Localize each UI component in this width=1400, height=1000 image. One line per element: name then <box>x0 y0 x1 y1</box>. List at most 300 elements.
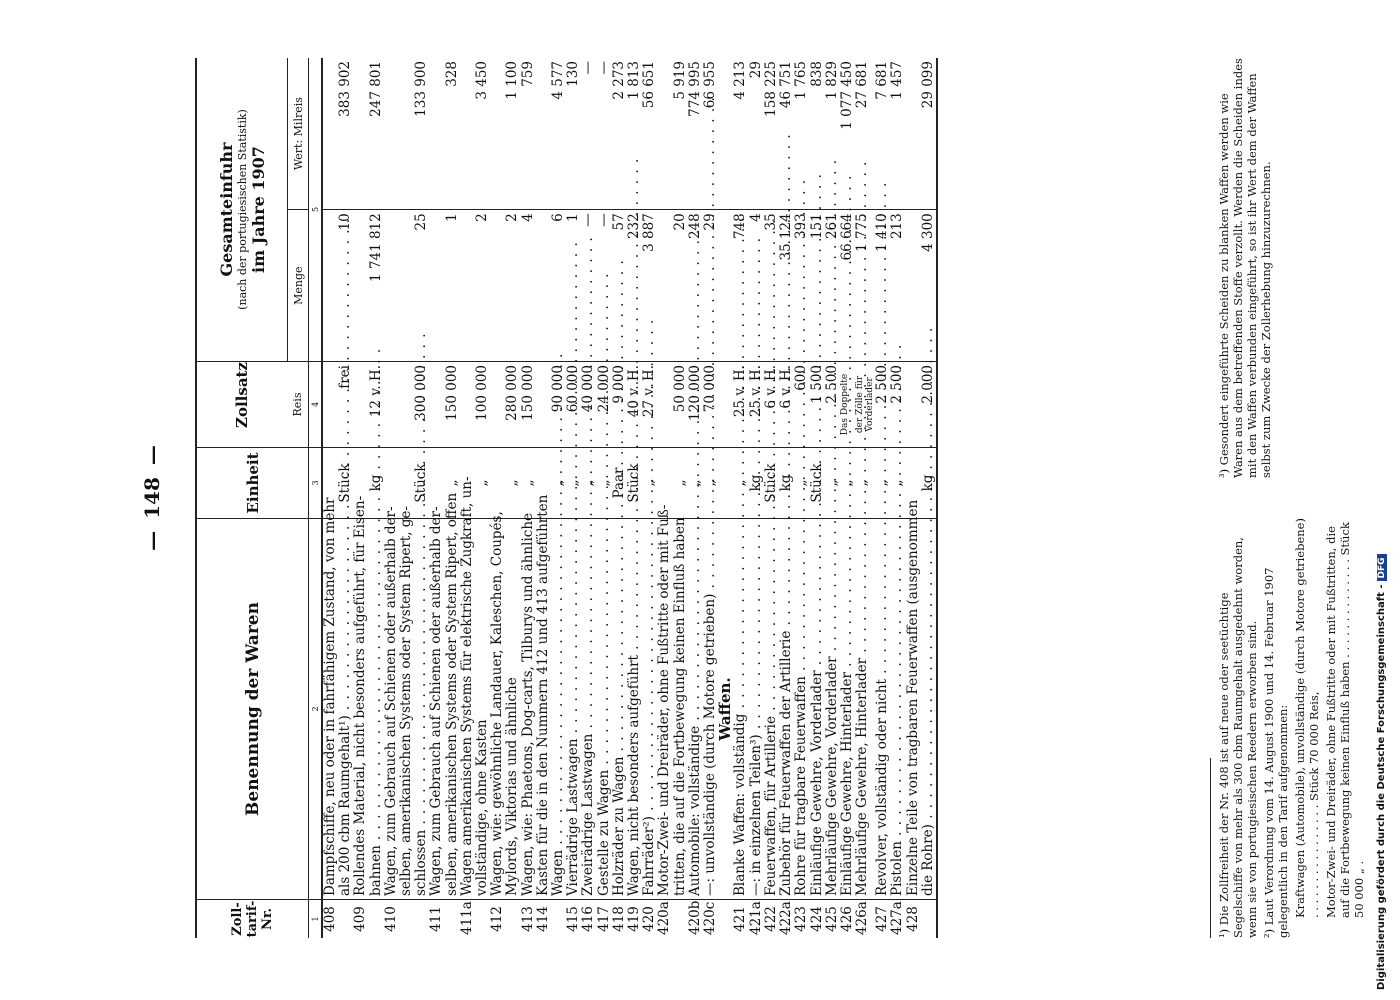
quantity-cell: 2 <box>505 210 520 362</box>
duty-cell: 6 v. H. <box>779 362 794 448</box>
unit-cell: Stück <box>764 448 779 519</box>
quantity-cell: 213 <box>890 210 905 362</box>
header-duty: Zollsatz <box>196 362 288 448</box>
goods-name-cell: selben, amerikanischen Systems oder System Ripert, offen <box>445 519 460 900</box>
duty-cell: 12 v. H. <box>369 362 384 448</box>
header-total-import: Gesamteinfuhr (nach der portugiesischen Statistik) im Jahre 1907 <box>196 58 288 362</box>
duty-cell <box>384 362 399 448</box>
goods-name-cell: Automobile: vollständige . . . <box>688 519 703 900</box>
goods-name-cell: Holzräder zu Wagen . . . <box>612 519 627 900</box>
duty-cell: 40 000 <box>581 362 596 448</box>
tariff-number-cell: 415 <box>566 900 581 939</box>
goods-name-cell: schlossen . . . <box>414 519 429 900</box>
table-row <box>429 58 444 938</box>
value-cell: 328 <box>443 61 460 87</box>
tariff-number-cell: 424 <box>810 900 825 939</box>
goods-name-cell: Wagen amerikanischen Systems für elektrische Zugkraft, un- <box>460 519 475 900</box>
duty-cell: 600 <box>794 362 809 448</box>
value-cell <box>429 58 444 210</box>
table-row <box>551 58 566 938</box>
goods-name-cell: die Rohre) . . . <box>921 519 937 900</box>
tariff-number-cell: 408 <box>322 900 338 939</box>
unit-cell: „ <box>642 448 657 519</box>
table-row <box>581 58 596 938</box>
unit-cell: „ <box>855 448 875 519</box>
table-row <box>612 58 627 938</box>
value-cell <box>384 58 399 210</box>
tariff-number-cell <box>475 900 490 939</box>
header-value: Wert: Milreis <box>288 58 309 210</box>
unit-cell: „ <box>521 448 536 519</box>
tariff-number-cell: 414 <box>536 900 551 939</box>
goods-name-cell: Mylords, Viktorias und ähnliche <box>505 519 520 900</box>
value-cell <box>460 58 475 210</box>
header-unit: Einheit <box>196 448 309 519</box>
quantity-cell: 248 <box>688 210 703 362</box>
quantity-cell: 393 <box>794 210 809 362</box>
value-cell: 774 995 <box>686 61 703 117</box>
value-cell <box>657 58 672 210</box>
unit-cell: kg <box>749 448 764 519</box>
footnotes-right <box>1217 58 1369 478</box>
table-row <box>597 58 612 938</box>
goods-name-cell: vollständige, ohne Kasten <box>475 519 490 900</box>
unit-cell: kg <box>779 448 794 519</box>
goods-name-cell: Kasten für die in den Nummern 412 und 413 aufgeführten <box>536 519 551 900</box>
unit-cell: kg <box>369 448 384 519</box>
quantity-cell: 25 <box>414 210 429 362</box>
value-cell <box>536 58 551 210</box>
duty-cell: Das Doppelte <box>840 362 855 448</box>
unit-cell: „ <box>505 448 520 519</box>
header-goods-name: Benennung der Waren <box>196 519 309 900</box>
quantity-cell <box>322 210 338 362</box>
value-cell: 1 077 450 <box>838 61 855 130</box>
quantity-cell <box>399 210 414 362</box>
table-row <box>840 58 855 938</box>
table-row <box>906 58 921 938</box>
quantity-cell: 748 <box>733 210 748 362</box>
value-cell <box>399 58 414 210</box>
goods-name-cell: als 200 cbm Raumgehalt¹) . . . <box>338 519 353 900</box>
value-cell: 247 801 <box>367 61 384 117</box>
duty-cell: 60 000 <box>566 362 581 448</box>
footnote-2: ²) Laut Verordnung vom 14. August 1900 und 14. Februar 1907 gelegentlich in den Tarif aufgenommen: <box>1262 567 1290 938</box>
goods-name-cell: Zubehör für Feuerwaffen der Artillerie . . . <box>779 519 794 900</box>
goods-name-cell: tritten, die auf die Fortbewegung keinen Einfluß haben <box>673 519 688 900</box>
value-cell: 46 751 <box>778 61 795 109</box>
table-row <box>536 58 551 938</box>
value-cell: 1 457 <box>889 61 906 100</box>
duty-cell: 120 000 <box>688 362 703 448</box>
value-cell: 2 273 <box>610 61 627 100</box>
unit-cell: „ <box>445 448 460 519</box>
digitization-credit <box>1352 0 1387 1000</box>
unit-cell: „ <box>475 448 490 519</box>
tariff-number-cell: 412 <box>490 900 505 939</box>
quantity-cell: 3 887 <box>642 210 657 362</box>
quantity-cell: 57 <box>612 210 627 362</box>
value-cell: 7 681 <box>874 61 891 100</box>
footnote-rule <box>1210 758 1211 938</box>
tariff-number-cell: 411a <box>460 900 475 939</box>
quantity-cell: 35 124 <box>779 210 794 362</box>
value-cell: 759 <box>519 61 536 87</box>
value-cell <box>718 58 733 210</box>
duty-cell <box>429 362 444 448</box>
duty-cell <box>399 362 414 448</box>
value-cell: 4 577 <box>550 61 567 100</box>
table-body <box>322 58 937 938</box>
duty-cell <box>460 362 475 448</box>
value-cell: — <box>580 61 597 75</box>
goods-name-cell: Mehrläufige Gewehre, Hinterlader . . . <box>855 519 875 900</box>
value-cell: 27 681 <box>854 61 871 109</box>
table-row <box>521 58 536 938</box>
table-row <box>338 58 353 938</box>
value-cell <box>322 58 338 210</box>
tariff-number-cell: 410 <box>384 900 399 939</box>
column-index: 2 <box>309 519 323 900</box>
quantity-cell: 232 <box>627 210 642 362</box>
table-row <box>627 58 642 938</box>
quantity-cell: 151 <box>810 210 825 362</box>
tariff-number-cell: 416 <box>581 900 596 939</box>
unit-cell: „ <box>733 448 748 519</box>
duty-cell: 2 500 <box>875 362 890 448</box>
quantity-cell: 4 <box>749 210 764 362</box>
footnote-2-item: Motor-Zwei- und Dreiräder, ohne Fußtritte oder mit Fußtritten, die auf die Fortbewegung keinen Einfluß haben . . . . . . . . . . . . . . Stück 50 000 „ . <box>1324 522 1366 918</box>
value-cell <box>906 58 921 210</box>
unit-cell: „ <box>551 448 566 519</box>
quantity-cell: 1 <box>566 210 581 362</box>
duty-cell <box>906 362 921 448</box>
unit-cell: „ <box>703 448 718 519</box>
duty-cell: 50 000 <box>673 362 688 448</box>
duty-cell: frei <box>338 362 353 448</box>
table-row <box>810 58 825 938</box>
tariff-number-cell <box>445 900 460 939</box>
value-cell: 3 450 <box>474 61 491 100</box>
unit-cell: Stück <box>627 448 642 519</box>
value-cell: 1 813 <box>626 61 643 100</box>
duty-cell <box>536 362 551 448</box>
tariff-number-cell <box>718 900 733 939</box>
duty-cell: 150 000 <box>521 362 536 448</box>
quantity-cell <box>657 210 672 362</box>
goods-name-cell: Revolver, vollständig oder nicht . . . <box>875 519 890 900</box>
quantity-cell: — <box>581 210 596 362</box>
quantity-cell: 66 664 <box>840 210 855 362</box>
unit-cell: „ <box>890 448 905 519</box>
duty-cell <box>490 362 505 448</box>
table-row <box>642 58 657 938</box>
quantity-cell <box>429 210 444 362</box>
unit-cell: „ <box>581 448 596 519</box>
duty-cell: 280 000 <box>505 362 520 448</box>
duty-cell: 25 v. H. <box>749 362 764 448</box>
quantity-cell: 20 <box>673 210 688 362</box>
tariff-number-cell: 421 <box>733 900 748 939</box>
tariff-number-cell: 421a <box>749 900 764 939</box>
page-number: 148 <box>140 477 164 519</box>
rotated-page-content <box>140 58 1400 938</box>
table-row <box>475 58 490 938</box>
goods-name-cell: Gestelle zu Wagen . . . <box>597 519 612 900</box>
goods-name-cell: Vierrädrige Lastwagen . . . <box>566 519 581 900</box>
tariff-number-cell: 420b <box>688 900 703 939</box>
table-row <box>890 58 905 938</box>
table-row <box>733 58 748 938</box>
unit-cell: „ <box>875 448 890 519</box>
tariff-number-cell: 423 <box>794 900 809 939</box>
duty-cell: 300 000 <box>414 362 429 448</box>
footnotes-left <box>1217 518 1369 938</box>
tariff-number-cell: 420 <box>642 900 657 939</box>
value-cell: 1 765 <box>793 61 810 100</box>
unit-cell: „ <box>794 448 809 519</box>
table-row <box>657 58 672 938</box>
unit-cell: „ <box>597 448 612 519</box>
table-row <box>825 58 840 938</box>
tariff-number-cell: 409 <box>353 900 368 939</box>
quantity-cell <box>353 210 368 362</box>
value-cell <box>490 58 505 210</box>
duty-cell: 40 v. H. <box>627 362 642 448</box>
quantity-cell: 10 <box>338 210 353 362</box>
value-cell: 383 902 <box>337 61 354 117</box>
goods-name-cell: Motor-Zwei- und Dreiräder, ohne Fußtritte oder mit Fuß- <box>657 519 672 900</box>
goods-name-cell: Einzelne Teile von tragbaren Feuerwaffen (ausgenommen <box>906 519 921 900</box>
quantity-cell: 4 300 <box>921 210 937 362</box>
value-cell: 133 900 <box>413 61 430 117</box>
column-index: 4 <box>309 362 323 448</box>
unit-cell: Stück <box>338 448 353 519</box>
quantity-cell <box>536 210 551 362</box>
tariff-number-cell: 422a <box>779 900 794 939</box>
tariff-table <box>195 58 938 938</box>
tariff-number-cell: 417 <box>597 900 612 939</box>
tariff-number-cell <box>338 900 353 939</box>
table-row <box>875 58 890 938</box>
value-cell: 5 919 <box>671 61 688 100</box>
table-row <box>353 58 368 938</box>
value-cell: 1 100 <box>504 61 521 100</box>
unit-cell: Paar <box>612 448 627 519</box>
goods-name-cell: Rohre für tragbare Feuerwaffen . . . <box>794 519 809 900</box>
unit-cell: Stück <box>414 448 429 519</box>
unit-cell: „ <box>688 448 703 519</box>
duty-cell: 90 000 <box>551 362 566 448</box>
footnote-2-item: Kraftwagen (Automobile), unvollständige (durch Motore getriebene) . . . . . . . . . . . . . . . . Stück 70 000 Reis, <box>1293 518 1321 918</box>
quantity-cell: 1 741 812 <box>369 210 384 362</box>
tariff-number-cell: 420c <box>703 900 718 939</box>
duty-cell: 9 000 <box>612 362 627 448</box>
table-row <box>369 58 384 938</box>
unit-cell <box>490 448 505 519</box>
duty-cell: 100 000 <box>475 362 490 448</box>
value-cell: 66 955 <box>702 61 719 109</box>
tariff-number-cell: 419 <box>627 900 642 939</box>
quantity-cell <box>718 210 733 362</box>
goods-name-cell: Fahrräder²) . . . <box>642 519 657 900</box>
tariff-number-cell: 420a <box>657 900 672 939</box>
goods-name-cell: Einläufige Gewehre, Hinterlader . . . <box>840 519 855 900</box>
tariff-number-cell: 425 <box>825 900 840 939</box>
tariff-number-cell <box>551 900 566 939</box>
quantity-cell: 1 <box>445 210 460 362</box>
goods-name-cell: Pistolen . . . <box>890 519 905 900</box>
column-index: 5 <box>309 58 323 362</box>
goods-name-cell: Wagen, wie: gewöhnliche Landauer, Kaleschen, Coupés, <box>490 519 505 900</box>
duty-cell: 1 500 <box>810 362 825 448</box>
goods-name-cell: Wagen, wie: Phaetons, Dog-carts, Tilburys und ähnliche <box>521 519 536 900</box>
goods-name-cell: Rollendes Material, nicht besonders aufgeführt, für Eisen- <box>353 519 368 900</box>
unit-cell: „ <box>840 448 855 519</box>
column-index: 3 <box>309 448 323 519</box>
table-row <box>566 58 581 938</box>
goods-name-cell: Wagen . . . <box>551 519 566 900</box>
quantity-cell: 4 <box>521 210 536 362</box>
duty-cell: 2 500 <box>825 362 840 448</box>
tariff-number-cell: 411 <box>429 900 444 939</box>
column-index: 1 <box>309 900 323 939</box>
tariff-number-cell: 426 <box>840 900 855 939</box>
goods-name-cell: Waffen. <box>718 519 733 900</box>
quantity-cell: 35 <box>764 210 779 362</box>
goods-name-cell: Mehrläufige Gewehre, Vorderlader . . . <box>825 519 840 900</box>
duty-cell <box>353 362 368 448</box>
duty-cell: 70 000 <box>703 362 718 448</box>
duty-cell <box>718 362 733 448</box>
tariff-number-cell: 418 <box>612 900 627 939</box>
goods-name-cell: —: unvollständige (durch Motore getrieben) . . . <box>703 519 718 900</box>
quantity-cell <box>906 210 921 362</box>
quantity-cell: 2 <box>475 210 490 362</box>
tariff-number-cell: 422 <box>764 900 779 939</box>
quantity-cell <box>490 210 505 362</box>
goods-name-cell: Dampfschiffe, neu oder in fahrfähigem Zustand, von mehr <box>322 519 338 900</box>
value-cell: 56 651 <box>641 61 658 109</box>
tariff-number-cell: 426a <box>855 900 875 939</box>
tariff-number-cell <box>369 900 384 939</box>
tariff-number-cell: 428 <box>906 900 921 939</box>
table-row <box>414 58 429 938</box>
table-row <box>794 58 809 938</box>
table-row <box>779 58 794 938</box>
table-row <box>384 58 399 938</box>
quantity-cell: — <box>597 210 612 362</box>
duty-cell <box>657 362 672 448</box>
value-cell <box>353 58 368 210</box>
tariff-number-cell: 427a <box>890 900 905 939</box>
header-duty-unit: Reis <box>288 362 309 448</box>
duty-cell: 25 v. H. <box>733 362 748 448</box>
unit-cell: kg <box>921 448 937 519</box>
duty-cell: 150 000 <box>445 362 460 448</box>
duty-cell <box>322 362 338 448</box>
value-cell: 4 213 <box>732 61 749 100</box>
section-heading-row <box>718 58 733 938</box>
value-cell: — <box>595 61 612 75</box>
duty-cell: 24 000 <box>597 362 612 448</box>
tariff-number-cell: 427 <box>875 900 890 939</box>
tariff-number-cell <box>414 900 429 939</box>
unit-cell: „ <box>825 448 840 519</box>
goods-name-cell: Zweirädrige Lastwagen . . . <box>581 519 596 900</box>
value-cell: 29 099 <box>921 58 937 210</box>
quantity-cell: 6 <box>551 210 566 362</box>
quantity-cell <box>460 210 475 362</box>
dfg-logo: DFG <box>1377 554 1387 581</box>
table-row <box>490 58 505 938</box>
unit-cell: Stück <box>810 448 825 519</box>
table-row <box>322 58 338 938</box>
table-row <box>505 58 520 938</box>
duty-cell: der Zölle für Vorderlader <box>855 362 875 448</box>
unit-cell: „ <box>673 448 688 519</box>
table-row <box>399 58 414 938</box>
table-row <box>764 58 779 938</box>
page-number-line: —148— <box>140 445 164 551</box>
tariff-number-cell <box>673 900 688 939</box>
duty-cell: 27 v. H. <box>642 362 657 448</box>
quantity-cell: 1 775 <box>855 210 875 362</box>
goods-name-cell: selben, amerikanischen Systems oder System Ripert, ge- <box>399 519 414 900</box>
tariff-number-cell <box>505 900 520 939</box>
value-cell: 29 <box>747 61 764 79</box>
header-quantity: Menge <box>288 210 309 362</box>
unit-cell: „ <box>566 448 581 519</box>
quantity-cell: 261 <box>825 210 840 362</box>
goods-name-cell: Wagen, nicht besonders aufgeführt . . . <box>627 519 642 900</box>
footnotes <box>1210 58 1369 938</box>
credit-text: Digitalisierung gefördert durch die Deutsche Forschungsgemeinschaft - <box>1376 584 1387 990</box>
goods-name-cell: Einläufige Gewehre, Vorderlader . . . <box>810 519 825 900</box>
table-row <box>855 58 875 938</box>
tariff-number-cell <box>399 900 414 939</box>
unit-cell <box>718 448 733 519</box>
table-row <box>688 58 703 938</box>
tariff-number-cell <box>921 900 937 939</box>
table-row <box>445 58 460 938</box>
value-cell: 838 <box>808 61 825 87</box>
quantity-cell <box>384 210 399 362</box>
value-cell: 1 829 <box>823 61 840 100</box>
header-tariff-number: Zoll- tarif- Nr. <box>196 900 309 939</box>
tariff-number-cell: 413 <box>521 900 536 939</box>
table-row <box>703 58 718 938</box>
goods-name-cell: Wagen, zum Gebrauch auf Schienen oder außerhalb der- <box>429 519 444 900</box>
goods-name-cell: Blanke Waffen: vollständig . . . <box>733 519 748 900</box>
quantity-cell: 29 <box>703 210 718 362</box>
goods-name-cell: bahnen . . . <box>369 519 384 900</box>
duty-cell: 2 500 <box>890 362 905 448</box>
footnote-1: ¹) Die Zollfreiheit der Nr. 408 ist auf neue oder seetüchtige Segelschiffe von mehr als 300 cbm Raumgehalt ausgedehnt worden, wenn sie von portugiesischen Reedern erworben sind. <box>1217 537 1259 938</box>
value-cell: 130 <box>565 61 582 87</box>
footnote-3: ³) Gesondert eingeführte Scheiden zu blanken Waffen werden wie Waren aus dem betreffenden Stoffe verzollt. Werden die Scheiden indes mit den Waffen verbunden eingeführt, so ist ihr Wert dem der Waffen selbst zum Zwecke der Zollerhebung hinzuzurechnen. <box>1217 58 1273 478</box>
table-row <box>921 58 937 938</box>
duty-cell: 6 v. H. <box>764 362 779 448</box>
duty-cell: 2 000 <box>921 362 937 448</box>
goods-name-cell: Wagen, zum Gebrauch auf Schienen oder außerhalb der- <box>384 519 399 900</box>
goods-name-cell: —: in einzelnen Teilen³) . . . <box>749 519 764 900</box>
goods-name-cell: Feuerwaffen, für Artillerie . . . <box>764 519 779 900</box>
table-row <box>749 58 764 938</box>
table-row <box>460 58 475 938</box>
value-cell: 158 225 <box>762 61 779 117</box>
table-row <box>673 58 688 938</box>
